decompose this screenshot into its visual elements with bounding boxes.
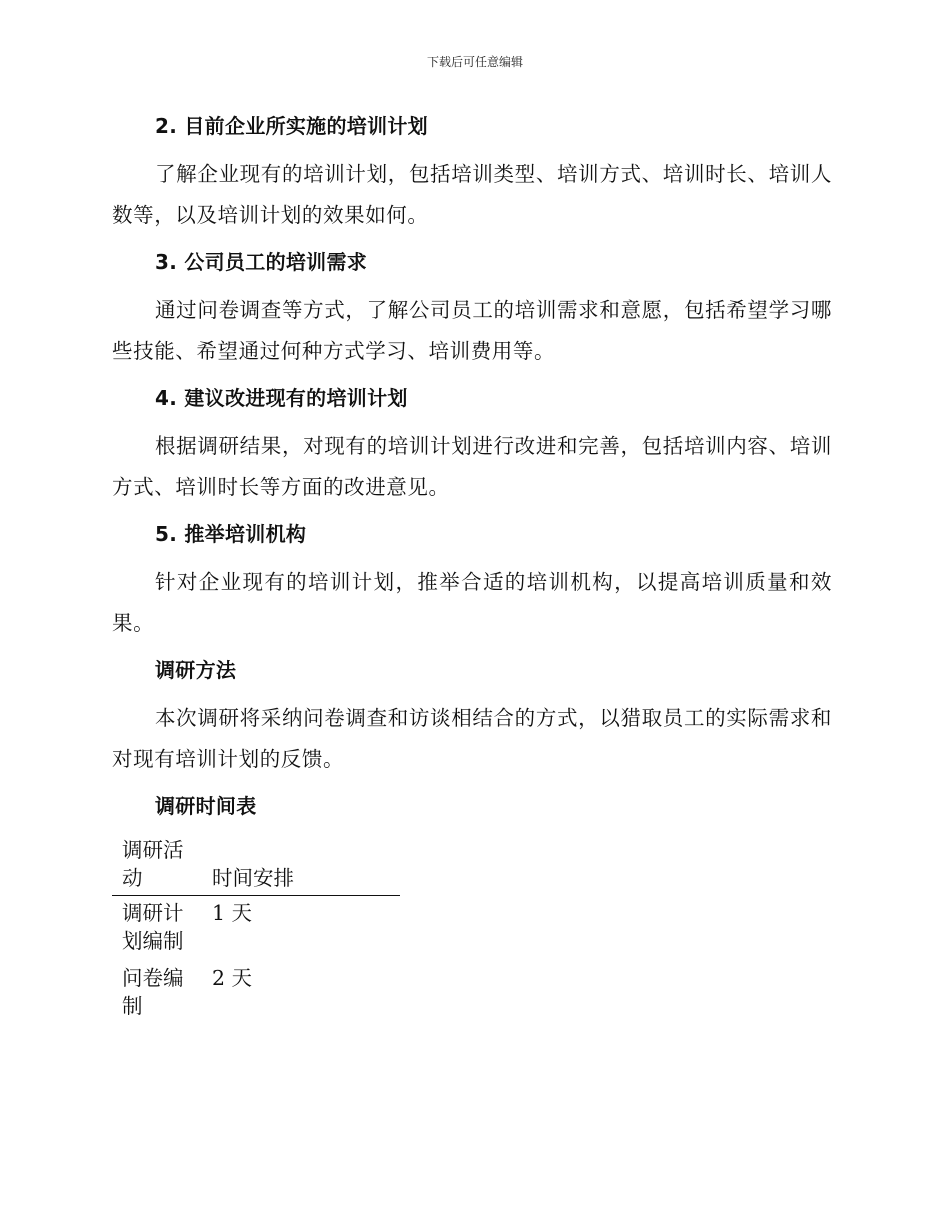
schedule-heading: 调研时间表: [155, 794, 257, 818]
section-paragraph: 针对企业现有的培训计划，推举合适的培训机构，以提高培训质量和效果。: [112, 570, 832, 635]
section-heading: 5. 推举培训机构: [155, 522, 307, 546]
cell-time: 2 天: [212, 966, 253, 990]
section-heading: 4. 建议改进现有的培训计划: [155, 386, 408, 410]
section-research-method: [112, 656, 832, 780]
section-paragraph: 本次调研将采纳问卷调查和访谈相结合的方式，以猎取员工的实际需求和对现有培训计划的反馈。: [112, 706, 832, 771]
section-schedule: [112, 792, 832, 1026]
section-heading: 3. 公司员工的培训需求: [155, 250, 368, 274]
page-header: 下载后可任意编辑: [426, 55, 523, 69]
table-row: [112, 961, 400, 1026]
column-header-time: 时间安排: [212, 866, 294, 890]
schedule-table: [112, 834, 400, 1026]
section-paragraph: 根据调研结果，对现有的培训计划进行改进和完善，包括培训内容、培训方式、培训时长等方面的改进意见。: [112, 434, 832, 499]
section-paragraph: 通过问卷调查等方式，了解公司员工的培训需求和意愿，包括希望学习哪些技能、希望通过何种方式学习、培训费用等。: [112, 298, 832, 363]
cell-time: 1 天: [212, 901, 253, 925]
table-row: [112, 896, 400, 962]
cell-activity: 调研计划编制: [122, 901, 184, 953]
section-heading: 2. 目前企业所实施的培训计划: [155, 114, 428, 138]
section-improvements: [112, 384, 832, 508]
section-training-institutions: [112, 520, 832, 644]
section-training-needs: [112, 248, 832, 372]
section-training-plans: [112, 112, 832, 236]
cell-activity: 问卷编制: [122, 966, 184, 1018]
schedule-header-row: [112, 834, 400, 896]
section-heading: 调研方法: [155, 658, 237, 682]
document-body: [112, 112, 832, 1026]
section-paragraph: 了解企业现有的培训计划，包括培训类型、培训方式、培训时长、培训人数等，以及培训计划的效果如何。: [112, 162, 832, 227]
column-header-activity: 调研活动: [122, 838, 184, 890]
